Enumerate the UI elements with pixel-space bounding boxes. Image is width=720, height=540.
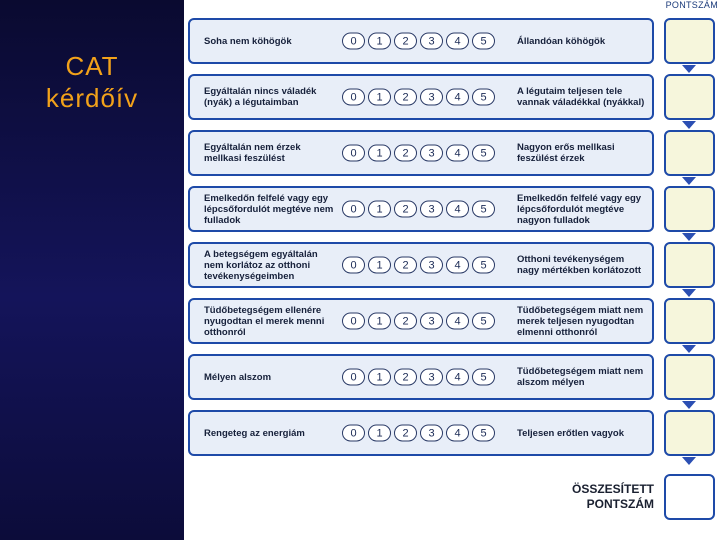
question-right-statement: Teljesen erőtlen vagyok [517,427,625,439]
rating-option[interactable]: 1 [368,201,391,218]
rating-scale [342,89,495,106]
question-right-statement: Állandóan köhögök [517,35,606,47]
question-row [188,186,654,232]
rating-option[interactable]: 3 [420,369,443,386]
rating-option[interactable]: 5 [472,201,495,218]
question-right-statement: Nagyon erős mellkasi feszülést érzek [517,142,615,164]
rating-option[interactable]: 5 [472,369,495,386]
rating-option[interactable]: 1 [368,33,391,50]
question-row [188,298,654,344]
down-arrow-icon [682,177,696,185]
rating-option[interactable]: 2 [394,89,417,106]
rating-option[interactable]: 1 [368,257,391,274]
rating-scale [342,257,495,274]
rating-option[interactable]: 3 [420,313,443,330]
rating-option[interactable]: 1 [368,369,391,386]
rating-option[interactable]: 5 [472,145,495,162]
rating-option[interactable]: 2 [394,33,417,50]
down-arrow-icon [682,289,696,297]
rating-option[interactable]: 5 [472,89,495,106]
rating-option[interactable]: 2 [394,313,417,330]
question-row [188,18,654,64]
score-box[interactable] [664,410,715,456]
question-left-statement: Rengeteg az energiám [204,427,305,439]
score-box[interactable] [664,354,715,400]
question-left-statement: Egyáltalán nem érzek mellkasi feszülést [204,142,301,164]
title-line-2: kérdőív [45,83,139,113]
question-left-statement: Mélyen alszom [204,371,272,383]
slide-sidebar [0,0,184,540]
rating-option[interactable]: 0 [342,257,365,274]
rating-option[interactable]: 4 [446,313,469,330]
score-box[interactable] [664,18,715,64]
rating-option[interactable]: 2 [394,425,417,442]
rating-option[interactable]: 0 [342,89,365,106]
down-arrow-icon [682,345,696,353]
down-arrow-icon [682,233,696,241]
rating-option[interactable]: 0 [342,369,365,386]
cat-questionnaire [184,0,720,540]
rating-option[interactable]: 1 [368,89,391,106]
question-left-statement: Emelkedőn felfelé vagy egy lépcsőfordulót megtéve nem fulladok [204,192,334,226]
rating-option[interactable]: 3 [420,145,443,162]
rating-option[interactable]: 5 [472,33,495,50]
rating-option[interactable]: 0 [342,313,365,330]
score-box[interactable] [664,74,715,120]
rating-option[interactable]: 4 [446,201,469,218]
question-left-statement: Soha nem köhögök [204,35,292,47]
rating-option[interactable]: 2 [394,257,417,274]
rating-option[interactable]: 3 [420,33,443,50]
rating-scale [342,33,495,50]
total-score-box[interactable] [664,474,715,520]
score-box[interactable] [664,298,715,344]
rating-option[interactable]: 4 [446,89,469,106]
question-right-statement: Emelkedőn felfelé vagy egy lépcsőfordulót megtéve nagyon fulladok [517,192,642,226]
score-box[interactable] [664,242,715,288]
score-box[interactable] [664,186,715,232]
question-right-statement: Tüdőbetegségem miatt nem merek teljesen nyugodtan elmenni otthonról [517,304,644,338]
question-row [188,74,654,120]
slide-title [0,50,184,114]
rating-option[interactable]: 5 [472,257,495,274]
rating-option[interactable]: 4 [446,369,469,386]
total-score-label: ÖSSZESÍTETT PONTSZÁM [571,482,654,511]
question-left-statement: Egyáltalán nincs váladék (nyák) a légutaimban [204,86,317,108]
rating-option[interactable]: 2 [394,145,417,162]
down-arrow-icon [682,401,696,409]
rating-option[interactable]: 0 [342,33,365,50]
question-right-statement: A légutaim teljesen tele vannak váladékkal (nyákkal) [517,86,645,108]
rating-scale [342,313,495,330]
question-row [188,354,654,400]
rating-option[interactable]: 4 [446,33,469,50]
rating-option[interactable]: 0 [342,201,365,218]
question-row [188,410,654,456]
down-arrow-icon [682,65,696,73]
rating-option[interactable]: 0 [342,145,365,162]
question-left-statement: A betegségem egyáltalán nem korlátoz az otthoni tevékenységeimben [204,248,318,282]
question-row [188,130,654,176]
rating-option[interactable]: 1 [368,425,391,442]
score-header: PONTSZÁM [665,0,718,10]
question-right-statement: Tüdőbetegségem miatt nem alszom mélyen [517,366,644,388]
rating-option[interactable]: 5 [472,425,495,442]
rating-scale [342,201,495,218]
question-row [188,242,654,288]
rating-scale [342,145,495,162]
score-box[interactable] [664,130,715,176]
question-left-statement: Tüdőbetegségem ellenére nyugodtan el merek menni otthonról [204,304,325,338]
rating-option[interactable]: 3 [420,425,443,442]
rating-option[interactable]: 3 [420,257,443,274]
down-arrow-icon [682,121,696,129]
rating-option[interactable]: 2 [394,201,417,218]
rating-option[interactable]: 0 [342,425,365,442]
rating-scale [342,425,495,442]
rating-option[interactable]: 4 [446,145,469,162]
rating-option[interactable]: 2 [394,369,417,386]
rating-option[interactable]: 4 [446,425,469,442]
rating-option[interactable]: 3 [420,89,443,106]
rating-option[interactable]: 5 [472,313,495,330]
question-right-statement: Otthoni tevékenységem nagy mértékben korlátozott [517,254,642,276]
rating-option[interactable]: 4 [446,257,469,274]
down-arrow-icon [682,457,696,465]
rating-option[interactable]: 3 [420,201,443,218]
rating-scale [342,369,495,386]
rating-option[interactable]: 1 [368,313,391,330]
rating-option[interactable]: 1 [368,145,391,162]
title-line-1: CAT [65,51,119,81]
